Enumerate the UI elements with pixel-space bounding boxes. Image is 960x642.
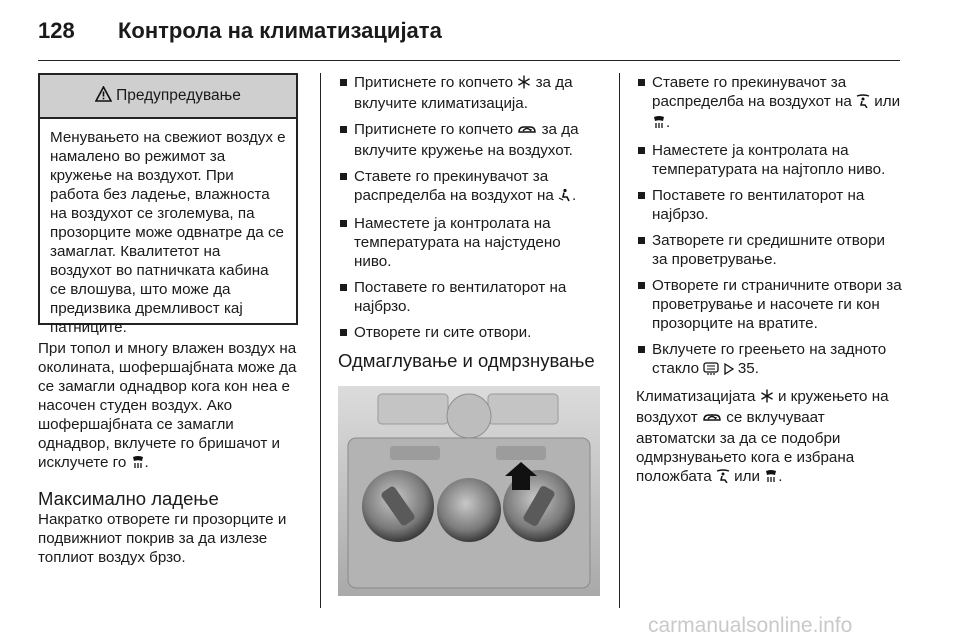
- recirculation-car-icon: [702, 410, 722, 429]
- column-middle: [338, 73, 602, 601]
- list-item-text: или: [874, 93, 901, 110]
- list-item-text: за да вклучите кружење на воздухот.: [354, 121, 579, 159]
- paragraph-text: Климатизацијата: [636, 388, 756, 405]
- defrost-feet-icon: [856, 94, 870, 113]
- paragraph-auto-ac: [636, 387, 904, 488]
- climate-control-panel-photo: [338, 386, 600, 596]
- defrost-steps: [636, 73, 904, 380]
- paragraph-text: .: [778, 468, 783, 485]
- page-title: Контрола на климатизацијата: [118, 18, 442, 43]
- warning-triangle-icon: [95, 77, 112, 119]
- air-feet-icon: [558, 188, 572, 207]
- warning-text: Менувањето на свежиот воздух е намалено во режимот за кружење на воздухот. При работа без ладење, влажноста на воздухот се зголемува, па прозорците може одвнатре да се замаглат. Квалитетот на воздухот во патничката кабина се влошува, што може да предизвика дремливост кај патниците.: [50, 129, 286, 336]
- section-heading-max-cooling: Максимално ладење: [38, 488, 219, 509]
- list-item: Поставете го вентилаторот на најбрзо.: [338, 278, 602, 316]
- list-item: [338, 167, 602, 207]
- page-ref-arrow-icon: [724, 361, 734, 380]
- list-item: Отворете ги страничните отвори за проветрување и насочете ги кон прозорците на вратите.: [636, 276, 904, 333]
- list-item-text: 35.: [737, 360, 759, 377]
- list-item: [636, 73, 904, 134]
- paragraph-fog-end: .: [144, 454, 149, 471]
- page-header: [38, 10, 900, 58]
- snowflake-ac-icon: [517, 75, 531, 94]
- rear-window-heat-icon: [703, 361, 719, 380]
- paragraph-fog-text: При топол и многу влажен воздух на околината, шофершајбната може да се замагли однадвор кога кон неа е насочен студен воздух. Ако шофершајбната се замагли однадвор, вклучете го бришачот и исклучете го: [38, 340, 297, 471]
- page-number: 128: [38, 18, 75, 43]
- list-item: [338, 73, 602, 113]
- list-item-text: Ставете го прекинувачот за распределба на воздухот на: [354, 168, 554, 204]
- defrost-feet-icon: [716, 469, 730, 488]
- list-item: Затворете ги средишните отвори за проветрување.: [636, 231, 904, 269]
- paragraph-text: или: [734, 468, 760, 485]
- list-item: Наместете ја контролата на температурата на најтопло ниво.: [636, 141, 904, 179]
- list-item-text: Притиснете го копчето: [354, 121, 514, 138]
- list-item-text: Ставете го прекинувачот за распределба на воздухот на: [652, 74, 852, 110]
- list-item-text: за да вклучите климатизација.: [354, 74, 573, 112]
- list-item: [636, 340, 904, 380]
- windscreen-defrost-icon: [652, 115, 666, 134]
- column-divider-2: [619, 73, 620, 608]
- windscreen-defrost-icon: [764, 469, 778, 488]
- warning-header: [40, 75, 296, 119]
- header-divider: [38, 60, 900, 61]
- list-item-text: Вклучете го греењето на задното стакло: [652, 341, 887, 377]
- snowflake-ac-icon: [760, 389, 774, 408]
- list-item-text: .: [572, 187, 577, 204]
- paragraph-text: и кружењето на воздухот: [636, 388, 889, 426]
- list-item: Наместете ја контролата на температурата на најстудено ниво.: [338, 214, 602, 271]
- paragraph-max-cooling: Накратко отворете ги прозорците и подвижниот покрив за да излезе топлиот воздух брзо.: [38, 511, 287, 566]
- column-right: [636, 73, 904, 488]
- max-cooling-steps: [338, 73, 602, 342]
- list-item: Отворете ги сите отвори.: [338, 323, 602, 342]
- list-item: [338, 120, 602, 160]
- windscreen-defrost-icon: [131, 455, 145, 474]
- list-item-text: .: [666, 114, 671, 131]
- column-left: [38, 73, 302, 567]
- section-heading-defrost: Одмаглување и одмрзнување: [338, 350, 595, 371]
- column-divider-1: [320, 73, 321, 608]
- warning-title: Предупредување: [116, 87, 241, 104]
- paragraph-fog: [38, 339, 302, 474]
- list-item-text: Притиснете го копчето: [354, 74, 514, 91]
- warning-box: [38, 73, 298, 336]
- list-item: Поставете го вентилаторот на најбрзо.: [636, 186, 904, 224]
- site-watermark: carmanualsonline.info: [648, 614, 853, 637]
- recirculation-car-icon: [517, 122, 537, 141]
- paragraph-text: се вклучуваат автоматски за да се подобри одмрзнувањето кога е избрана положбата: [636, 409, 855, 485]
